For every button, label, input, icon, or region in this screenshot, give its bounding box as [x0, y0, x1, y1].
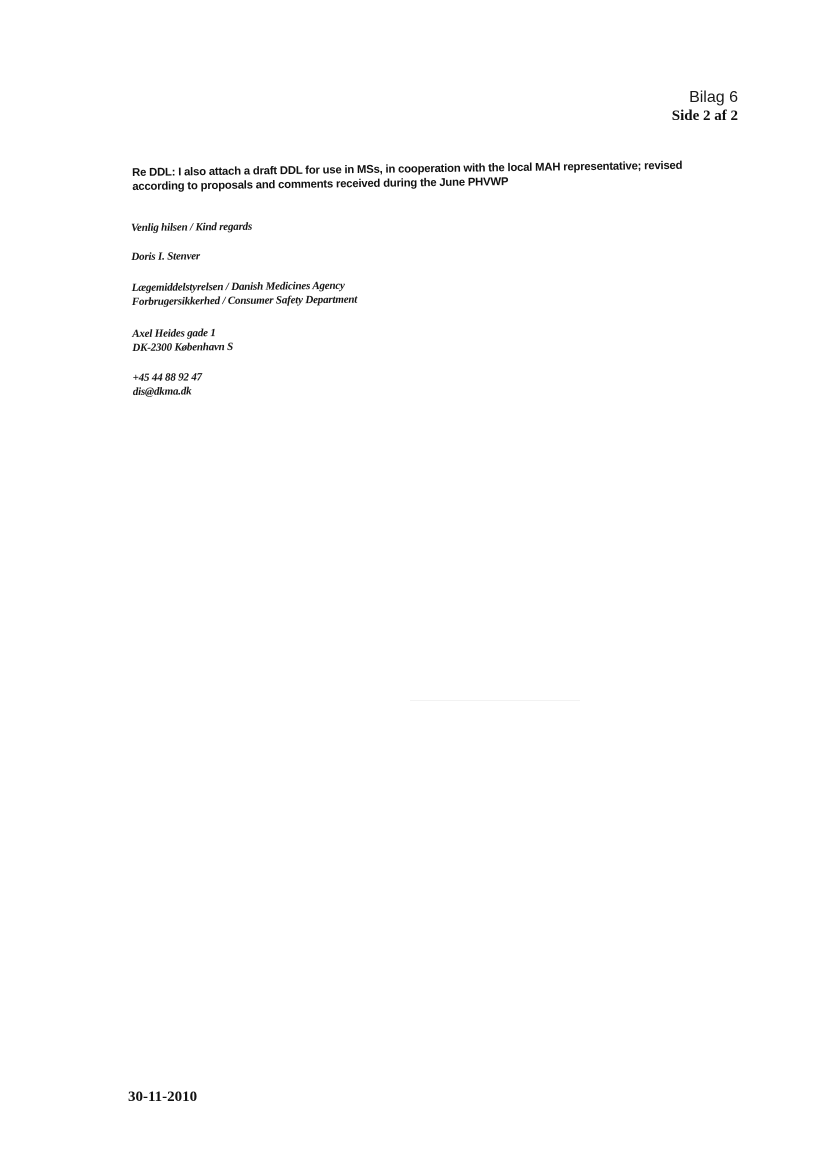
address-city: DK-2300 København S: [132, 340, 234, 354]
sender-name: Doris I. Stenver: [131, 250, 201, 263]
email-signature: [131, 219, 358, 399]
address-street: Axel Heides gade 1: [132, 327, 216, 340]
phone-number: +45 44 88 92 47: [132, 371, 202, 384]
page-number-label: Side 2 af 2: [671, 108, 738, 124]
re-ddl-paragraph: Re DDL: I also attach a draft DDL for use in MSs, in cooperation with the local MAH representative; revised according to proposals and comments received during the June PHVWP: [132, 159, 683, 193]
attachment-label: Bilag 6: [689, 89, 738, 106]
agency-name: Lægemiddelstyrelsen / Danish Medicines Agency: [131, 279, 345, 294]
document-date: 30-11-2010: [128, 1089, 198, 1105]
department-name: Forbrugersikkerhed / Consumer Safety Department: [131, 293, 358, 308]
scan-artifact-line: [410, 700, 580, 701]
page-header: [672, 88, 738, 125]
closing-line: Venlig hilsen / Kind regards: [131, 220, 253, 234]
email-address: dis@dkma.dk: [132, 385, 192, 398]
